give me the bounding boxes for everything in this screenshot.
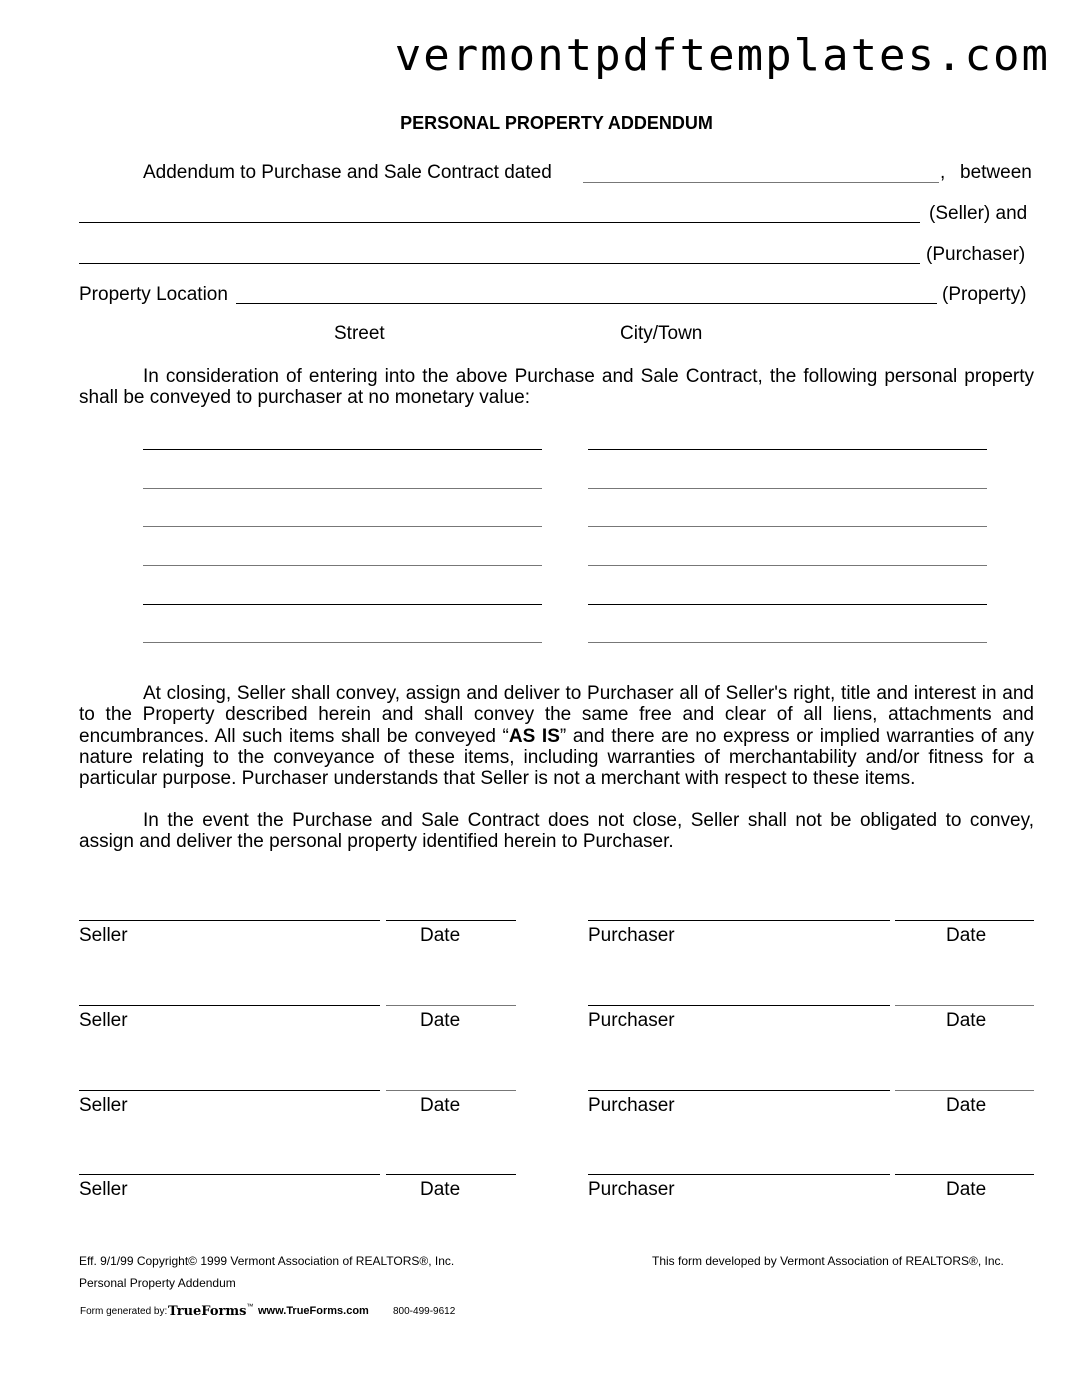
as-is-text: AS IS — [508, 725, 560, 747]
seller-date-field[interactable] — [386, 1174, 516, 1175]
seller-signature-field[interactable] — [79, 920, 380, 921]
property-item-field[interactable] — [143, 526, 542, 527]
form-name-text: Personal Property Addendum — [79, 1276, 236, 1290]
property-location-field[interactable] — [236, 303, 937, 304]
seller-signature-label: Seller — [79, 925, 128, 946]
property-item-field[interactable] — [588, 526, 987, 527]
seller-signature-field[interactable] — [79, 1174, 380, 1175]
property-item-field[interactable] — [143, 449, 542, 450]
seller-date-label: Date — [420, 1179, 461, 1200]
developed-by-text: This form developed by Vermont Association of REALTORS®, Inc. — [652, 1254, 1004, 1268]
seller-signature-field[interactable] — [79, 1090, 380, 1091]
property-item-field[interactable] — [143, 604, 542, 605]
seller-name-field[interactable] — [79, 222, 920, 223]
property-item-field[interactable] — [588, 565, 987, 566]
property-item-field[interactable] — [588, 488, 987, 489]
seller-date-field[interactable] — [386, 1005, 516, 1006]
purchaser-date-label: Date — [946, 1095, 987, 1116]
no-close-paragraph — [79, 810, 1034, 853]
between-label: between — [960, 162, 1032, 183]
contract-date-field[interactable] — [583, 182, 939, 183]
purchaser-signature-label: Purchaser — [588, 1010, 675, 1031]
property-item-field[interactable] — [588, 642, 987, 643]
purchaser-date-label: Date — [946, 925, 987, 946]
property-item-field[interactable] — [588, 604, 987, 605]
seller-date-label: Date — [420, 1010, 461, 1031]
purchaser-signature-label: Purchaser — [588, 1179, 675, 1200]
seller-date-field[interactable] — [386, 920, 516, 921]
purchaser-signature-field[interactable] — [588, 1174, 890, 1175]
phone-number: 800-499-9612 — [393, 1306, 456, 1317]
generated-by-label: Form generated by: — [80, 1306, 168, 1317]
purchaser-label: (Purchaser) — [926, 244, 1026, 265]
no-close-text: In the event the Purchase and Sale Contract does not close, Seller shall not be obligated to convey, assign and deliver the personal property identified herein to Purchaser. — [79, 810, 1034, 853]
property-label: (Property) — [942, 284, 1027, 305]
seller-signature-field[interactable] — [79, 1005, 380, 1006]
purchaser-date-field[interactable] — [895, 1090, 1034, 1091]
purchaser-signature-label: Purchaser — [588, 1095, 675, 1116]
purchaser-date-field[interactable] — [895, 1005, 1034, 1006]
seller-label: (Seller) and — [929, 203, 1028, 224]
consideration-paragraph — [79, 366, 1034, 409]
property-item-field[interactable] — [143, 642, 542, 643]
property-location-label: Property Location — [79, 284, 228, 305]
seller-signature-label: Seller — [79, 1095, 128, 1116]
property-item-field[interactable] — [143, 488, 542, 489]
closing-paragraph — [79, 683, 1034, 789]
consideration-text: In consideration of entering into the above Purchase and Sale Contract, the following personal property shall be conveyed to purchaser at no monetary value: — [79, 366, 1034, 409]
purchaser-signature-field[interactable] — [588, 1005, 890, 1006]
addendum-text: Addendum to Purchase and Sale Contract dated — [143, 162, 552, 183]
trueforms-logo — [168, 1302, 253, 1320]
city-town-label: City/Town — [620, 323, 703, 344]
purchaser-name-field[interactable] — [79, 263, 920, 264]
purchaser-signature-field[interactable] — [588, 1090, 890, 1091]
trueforms-brand: TrueForms — [168, 1304, 247, 1319]
street-label: Street — [334, 323, 385, 344]
purchaser-signature-field[interactable] — [588, 920, 890, 921]
seller-signature-label: Seller — [79, 1179, 128, 1200]
comma: , — [940, 162, 946, 183]
purchaser-signature-label: Purchaser — [588, 925, 675, 946]
page-title: PERSONAL PROPERTY ADDENDUM — [400, 113, 713, 133]
trueforms-url-link[interactable]: www.TrueForms.com — [258, 1305, 369, 1317]
purchaser-date-label: Date — [946, 1010, 987, 1031]
purchaser-date-field[interactable] — [895, 1174, 1034, 1175]
seller-date-field[interactable] — [386, 1090, 516, 1091]
closing-text-1: At closing, Seller shall convey, assign and deliver to Purchaser all of Seller's right, title and interest in and to the Property described herein and shall convey the same free and clear of all liens, attachments and encumbrances. All such items shall be conveyed “ — [79, 683, 1034, 747]
property-item-field[interactable] — [143, 565, 542, 566]
trademark-mark: ™ — [246, 1303, 254, 1311]
watermark-text: vermontpdftemplates.com — [394, 30, 1050, 81]
closing-text-2: ” and there are no express or implied warranties of any nature relating to the conveyance of these items, including warranties of merchantability and/or fitness for a particular purpose. Purchaser understands that Seller is not a merchant with respect to these items. — [79, 725, 1035, 790]
purchaser-date-field[interactable] — [895, 920, 1034, 921]
copyright-text: Eff. 9/1/99 Copyright© 1999 Vermont Association of REALTORS®, Inc. — [79, 1254, 455, 1268]
seller-signature-label: Seller — [79, 1010, 128, 1031]
property-item-field[interactable] — [588, 449, 987, 450]
seller-date-label: Date — [420, 925, 461, 946]
purchaser-date-label: Date — [946, 1179, 987, 1200]
seller-date-label: Date — [420, 1095, 461, 1116]
